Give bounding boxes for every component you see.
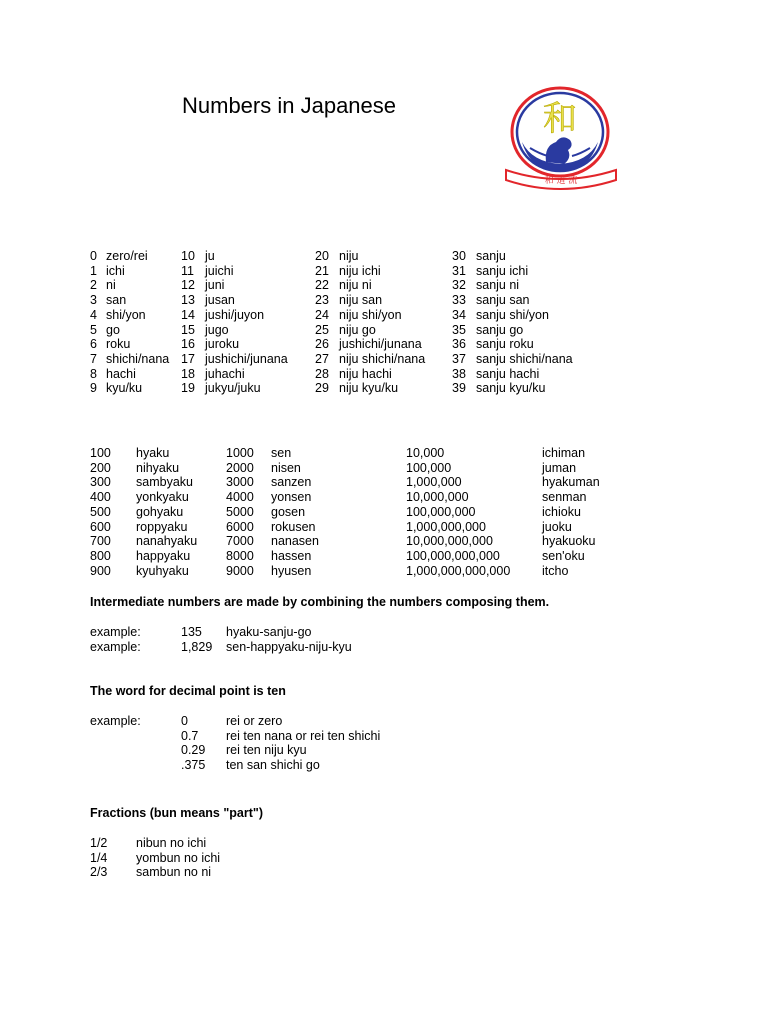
example-number: 1,829 xyxy=(181,639,213,654)
japanese-word: sanju xyxy=(476,249,506,263)
japanese-word: nanasen xyxy=(271,534,319,549)
number-value: 10,000,000,000 xyxy=(406,534,493,549)
japanese-word: sanju ichi xyxy=(476,263,529,278)
number-value: 800 xyxy=(90,548,111,563)
page-title: Numbers in Japanese xyxy=(182,93,397,118)
number-value: 37 xyxy=(452,351,466,366)
number-value: 9000 xyxy=(226,563,254,578)
number-value: 39 xyxy=(452,381,466,396)
example-number: 0 xyxy=(181,714,188,728)
japanese-word: sanju san xyxy=(476,293,530,308)
number-value: 100 xyxy=(90,446,111,460)
japanese-word: hachi xyxy=(106,366,136,381)
japanese-word: jugo xyxy=(205,322,229,337)
number-value: 100,000 xyxy=(406,460,452,475)
japanese-word: hyaku xyxy=(136,446,170,460)
japanese-word: senman xyxy=(542,490,587,505)
japanese-word: ichioku xyxy=(542,504,581,519)
emblem-banner-text: 和 道 流 xyxy=(544,176,578,186)
japanese-word: sanzen xyxy=(271,475,312,490)
fractions-heading: Fractions (bun means "part") xyxy=(90,806,263,820)
example-reading: rei ten niju kyu xyxy=(226,743,307,758)
japanese-word: rokusen xyxy=(271,519,316,534)
japanese-word: jusan xyxy=(205,293,235,308)
japanese-word: ni xyxy=(106,278,116,293)
japanese-word: sanju go xyxy=(476,322,524,337)
japanese-word: niju shichi/nana xyxy=(339,351,426,366)
number-value: 7 xyxy=(90,351,97,366)
number-value: 36 xyxy=(452,337,466,352)
number-value: 3000 xyxy=(226,475,254,490)
example-label: example: xyxy=(90,639,141,654)
japanese-word: niju hachi xyxy=(339,366,392,381)
number-value: 35 xyxy=(452,322,466,337)
japanese-word: juman xyxy=(542,460,577,475)
japanese-word: sanju hachi xyxy=(476,366,540,381)
number-value: 5000 xyxy=(226,504,254,519)
number-value: 1,000,000,000 xyxy=(406,519,486,534)
japanese-word: juhachi xyxy=(205,366,245,381)
number-value: 19 xyxy=(181,381,195,396)
example-reading: rei or zero xyxy=(226,714,283,728)
number-value: 33 xyxy=(452,293,466,308)
japanese-word: happyaku xyxy=(136,548,191,563)
japanese-word: roku xyxy=(106,337,131,352)
japanese-word: zero/rei xyxy=(106,249,148,263)
japanese-word: nihyaku xyxy=(136,460,180,475)
japanese-word: sanju shichi/nana xyxy=(476,351,573,366)
number-value: 100,000,000 xyxy=(406,504,476,519)
fraction-reading: yombun no ichi xyxy=(136,850,221,865)
number-value: 500 xyxy=(90,504,111,519)
japanese-word: roppyaku xyxy=(136,519,188,534)
number-value: 15 xyxy=(181,322,195,337)
number-value: 30 xyxy=(452,249,466,263)
number-value: 600 xyxy=(90,519,111,534)
number-value: 200 xyxy=(90,460,111,475)
number-value: 300 xyxy=(90,475,111,490)
japanese-word: gosen xyxy=(271,504,306,519)
number-value: 100,000,000,000 xyxy=(406,548,500,563)
decimal-heading: The word for decimal point is ten xyxy=(90,684,286,698)
example-label: example: xyxy=(90,625,141,639)
japanese-word: yonsen xyxy=(271,490,312,505)
number-value: 29 xyxy=(315,381,329,396)
number-value: 17 xyxy=(181,351,195,366)
japanese-word: kyuhyaku xyxy=(136,563,189,578)
number-value: 24 xyxy=(315,307,329,322)
japanese-word: hassen xyxy=(271,548,312,563)
japanese-word: niju kyu/ku xyxy=(339,381,399,396)
number-value: 16 xyxy=(181,337,195,352)
japanese-word: go xyxy=(106,322,120,337)
japanese-word: nisen xyxy=(271,460,301,475)
japanese-word: yonkyaku xyxy=(136,490,189,505)
number-value: 400 xyxy=(90,490,111,505)
japanese-word: itcho xyxy=(542,563,569,578)
number-value: 2000 xyxy=(226,460,254,475)
japanese-word: niju ni xyxy=(339,278,372,293)
number-value: 3 xyxy=(90,293,97,308)
japanese-word: hyakuman xyxy=(542,475,600,490)
japanese-word: sanju shi/yon xyxy=(476,307,549,322)
number-value: 13 xyxy=(181,293,195,308)
example-reading: ten san shichi go xyxy=(226,758,320,773)
japanese-word: juichi xyxy=(205,263,234,278)
number-value: 23 xyxy=(315,293,329,308)
number-value: 1 xyxy=(90,263,97,278)
number-value: 11 xyxy=(181,263,194,278)
japanese-word: sanju ni xyxy=(476,278,520,293)
number-value: 10,000,000 xyxy=(406,490,469,505)
japanese-word: sen'oku xyxy=(542,548,585,563)
japanese-word: shichi/nana xyxy=(106,351,170,366)
japanese-word: niju san xyxy=(339,293,383,308)
japanese-word: hyakuoku xyxy=(542,534,596,549)
example-number: 0.29 xyxy=(181,743,206,758)
japanese-word: niju go xyxy=(339,322,376,337)
number-value: 28 xyxy=(315,366,329,381)
fraction-reading: sambun no ni xyxy=(136,865,212,880)
emblem-kanji: 和 xyxy=(543,99,577,139)
japanese-word: niju ichi xyxy=(339,263,381,278)
number-value: 26 xyxy=(315,337,329,352)
dojo-emblem-logo xyxy=(500,84,622,194)
japanese-word: nanahyaku xyxy=(136,534,198,549)
number-value: 27 xyxy=(315,351,329,366)
example-label: example: xyxy=(90,714,141,728)
number-value: 32 xyxy=(452,278,466,293)
number-value: 18 xyxy=(181,366,195,381)
example-reading: rei ten nana or rei ten shichi xyxy=(226,728,381,743)
japanese-word: niju xyxy=(339,249,359,263)
number-value: 6 xyxy=(90,337,97,352)
number-value: 1,000,000,000,000 xyxy=(406,563,511,578)
number-value: 1,000,000 xyxy=(406,475,462,490)
japanese-word: kyu/ku xyxy=(106,381,143,396)
japanese-word: gohyaku xyxy=(136,504,184,519)
number-value: 700 xyxy=(90,534,111,549)
number-value: 8000 xyxy=(226,548,254,563)
example-number: .375 xyxy=(181,758,206,773)
japanese-word: jushichi/junana xyxy=(339,337,422,352)
japanese-word: jukyu/juku xyxy=(205,381,261,396)
fraction-reading: nibun no ichi xyxy=(136,836,207,850)
number-value: 25 xyxy=(315,322,329,337)
japanese-word: shi/yon xyxy=(106,307,146,322)
japanese-word: sanju roku xyxy=(476,337,534,352)
number-value: 4 xyxy=(90,307,97,322)
japanese-word: jushi/juyon xyxy=(205,307,265,322)
japanese-word: ichiman xyxy=(542,446,586,460)
number-value: 12 xyxy=(181,278,195,293)
japanese-word: juni xyxy=(205,278,225,293)
number-value: 34 xyxy=(452,307,466,322)
japanese-word: niju shi/yon xyxy=(339,307,402,322)
example-number: 0.7 xyxy=(181,728,199,743)
fraction-value: 1/2 xyxy=(90,836,108,850)
number-value: 4000 xyxy=(226,490,254,505)
fraction-value: 1/4 xyxy=(90,850,108,865)
number-value: 8 xyxy=(90,366,97,381)
number-value: 9 xyxy=(90,381,97,396)
number-value: 10 xyxy=(181,249,195,263)
number-value: 0 xyxy=(90,249,97,263)
example-number: 135 xyxy=(181,625,202,639)
number-value: 31 xyxy=(452,263,466,278)
japanese-word: sambyaku xyxy=(136,475,193,490)
number-value: 22 xyxy=(315,278,329,293)
number-value: 2 xyxy=(90,278,97,293)
japanese-word: sen xyxy=(271,446,292,460)
number-value: 1000 xyxy=(226,446,254,460)
example-reading: hyaku-sanju-go xyxy=(226,625,312,639)
example-reading: sen-happyaku-niju-kyu xyxy=(226,639,352,654)
japanese-word: hyusen xyxy=(271,563,312,578)
number-value: 14 xyxy=(181,307,195,322)
number-value: 5 xyxy=(90,322,97,337)
number-value: 6000 xyxy=(226,519,254,534)
japanese-word: san xyxy=(106,293,127,308)
number-value: 21 xyxy=(315,263,329,278)
japanese-word: juoku xyxy=(542,519,572,534)
number-value: 10,000 xyxy=(406,446,445,460)
japanese-word: ju xyxy=(205,249,215,263)
japanese-word: juroku xyxy=(205,337,240,352)
number-value: 38 xyxy=(452,366,466,381)
number-value: 7000 xyxy=(226,534,254,549)
japanese-word: sanju kyu/ku xyxy=(476,381,546,396)
intermediate-heading: Intermediate numbers are made by combining the numbers composing them. xyxy=(90,595,550,609)
number-value: 20 xyxy=(315,249,329,263)
japanese-word: ichi xyxy=(106,263,125,278)
japanese-word: jushichi/junana xyxy=(205,351,288,366)
fraction-value: 2/3 xyxy=(90,865,108,880)
number-value: 900 xyxy=(90,563,111,578)
